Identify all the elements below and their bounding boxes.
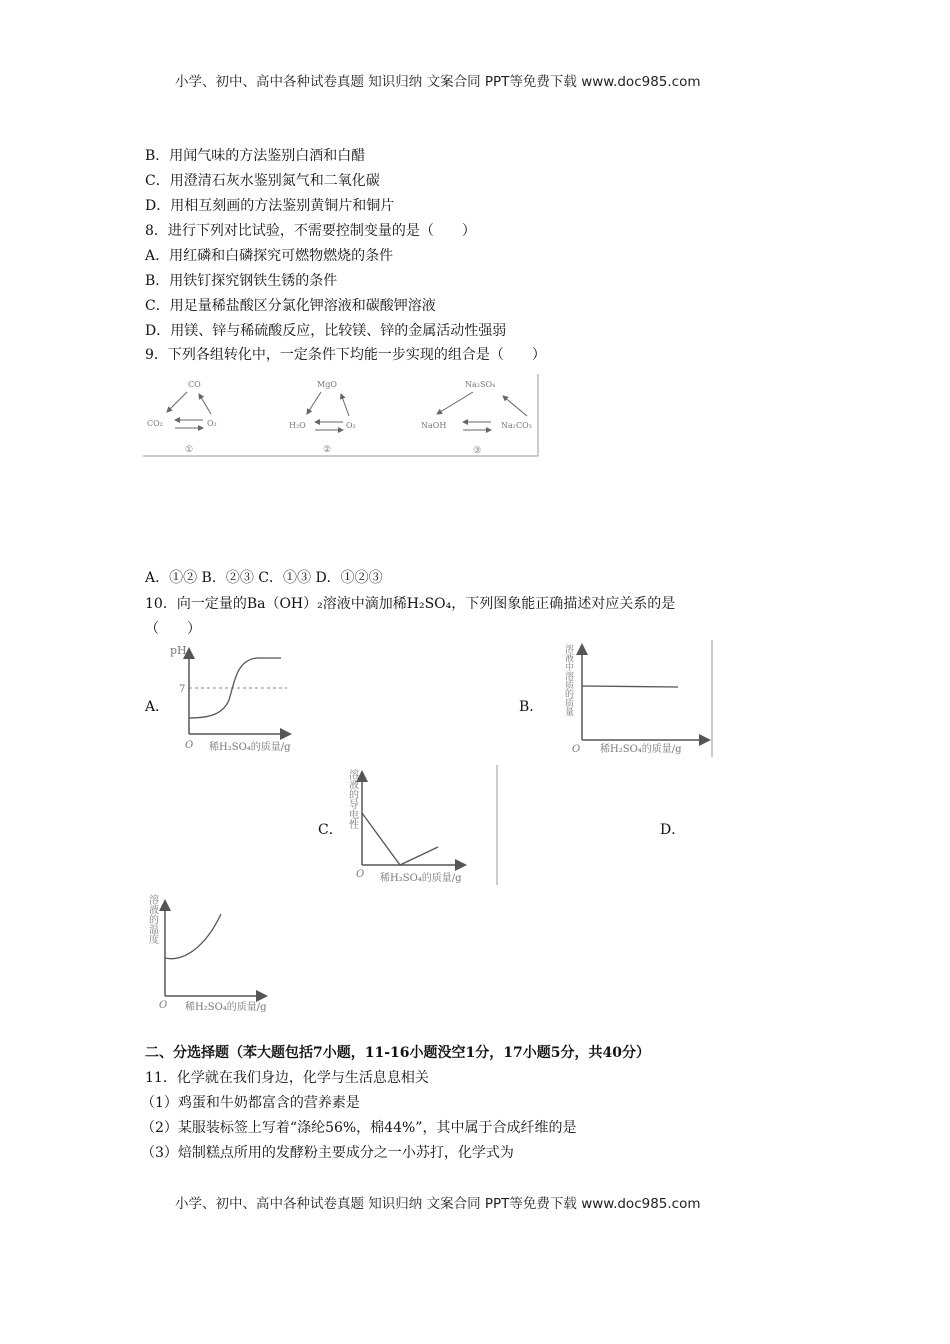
y-label: pH <box>170 644 187 657</box>
text-line: C．用足量稀盐酸区分氯化钾溶液和碳酸钾溶液 <box>145 298 436 314</box>
question-10: 10．向一定量的Ba（OH）₂溶液中滴加稀H₂SO₄，下列图象能正确描述对应关系的是 <box>145 596 676 612</box>
group-label: ① <box>185 445 194 455</box>
question-11-part-1: （1）鸡蛋和牛奶都富含的营养素是 <box>141 1095 360 1111</box>
x-label: 稀H₂SO₄的质量/g <box>600 744 682 755</box>
temperature-curve <box>165 914 221 959</box>
top-label: Na₂SO₄ <box>465 380 496 389</box>
origin-label: O <box>572 744 581 755</box>
text-line: B．用闻气味的方法鉴别白酒和白醋 <box>145 148 366 164</box>
page-footer: 小学、初中、高中各种试卷真题 知识归纳 文案合同 PPT等免费下载 www.doc985.com <box>175 1196 701 1212</box>
right-label: Na₂CO₃ <box>501 421 532 430</box>
chart-d <box>143 890 303 1012</box>
chart-c <box>340 765 500 885</box>
text-line: D．用镁、锌与稀硫酸反应，比较镁、锌的金属活动性强弱 <box>145 323 507 339</box>
origin-label: O <box>159 1000 168 1011</box>
right-label: O₂ <box>346 421 356 430</box>
question-11: 11．化学就在我们身边，化学与生活息息相关 <box>145 1070 429 1086</box>
option-c-label: C． <box>318 822 343 838</box>
question-10-paren: （ ） <box>145 621 201 637</box>
text-line: C．用澄清石灰水鉴别氮气和二氧化碳 <box>145 173 380 189</box>
flat-line <box>582 686 678 687</box>
origin-label: O <box>185 740 194 751</box>
top-label: MgO <box>317 380 337 389</box>
top-label: CO <box>188 380 201 389</box>
text-line: A．用红磷和白磷探究可燃物燃烧的条件 <box>145 248 394 264</box>
group-label: ② <box>323 445 332 455</box>
question-9-options: A．①② B．②③ C．①③ D．①②③ <box>145 570 383 586</box>
left-label: H₂O <box>289 421 306 430</box>
option-d-label: D． <box>660 822 686 838</box>
right-label: O₂ <box>207 419 217 428</box>
conductivity-line <box>362 813 438 865</box>
diagram-group-3 <box>421 380 532 456</box>
question-11-part-2: （2）某服装标签上写着“涤纶56%，棉44%”，其中属于合成纤维的是 <box>141 1120 577 1136</box>
text-line: B．用铁钉探究钢铁生锈的条件 <box>145 273 338 289</box>
diagram-group-2 <box>289 380 356 455</box>
x-label: 稀H₂SO₄的质量/g <box>209 742 291 753</box>
diagram-group-1 <box>147 380 217 455</box>
question-11-part-3: （3）焙制糕点所用的发酵粉主要成分之一小苏打，化学式为 <box>141 1145 514 1161</box>
y-label: 溶液的导电性 <box>346 769 358 829</box>
ref-label: 7 <box>179 684 186 695</box>
chart-a <box>165 640 295 755</box>
text-line: D．用相互刻画的方法鉴别黄铜片和铜片 <box>145 198 395 214</box>
x-label: 稀H₂SO₄的质量/g <box>380 873 462 884</box>
section-2-heading: 二、分选择题（苯大题包括7小题，11-16小题没空1分，17小题5分，共40分） <box>145 1045 650 1061</box>
left-label: NaOH <box>421 421 447 430</box>
page-header: 小学、初中、高中各种试卷真题 知识归纳 文案合同 PPT等免费下载 www.doc985.com <box>175 74 701 90</box>
question-8: 8．进行下列对比试验，不需要控制变量的是（ ） <box>145 223 476 239</box>
y-label: 溶液的温度 <box>146 894 158 944</box>
group-label: ③ <box>473 446 482 456</box>
chart-b <box>562 640 714 757</box>
origin-label: O <box>356 869 365 880</box>
x-label: 稀H₂SO₄的质量/g <box>185 1002 267 1012</box>
conversion-diagram <box>143 374 540 459</box>
option-b-label: B． <box>519 699 544 715</box>
option-a-label: A． <box>145 699 170 715</box>
y-label: 溶液中溶质的质量 <box>563 644 573 716</box>
left-label: CO₂ <box>147 419 163 428</box>
question-9: 9．下列各组转化中，一定条件下均能一步实现的组合是（ ） <box>145 347 546 363</box>
